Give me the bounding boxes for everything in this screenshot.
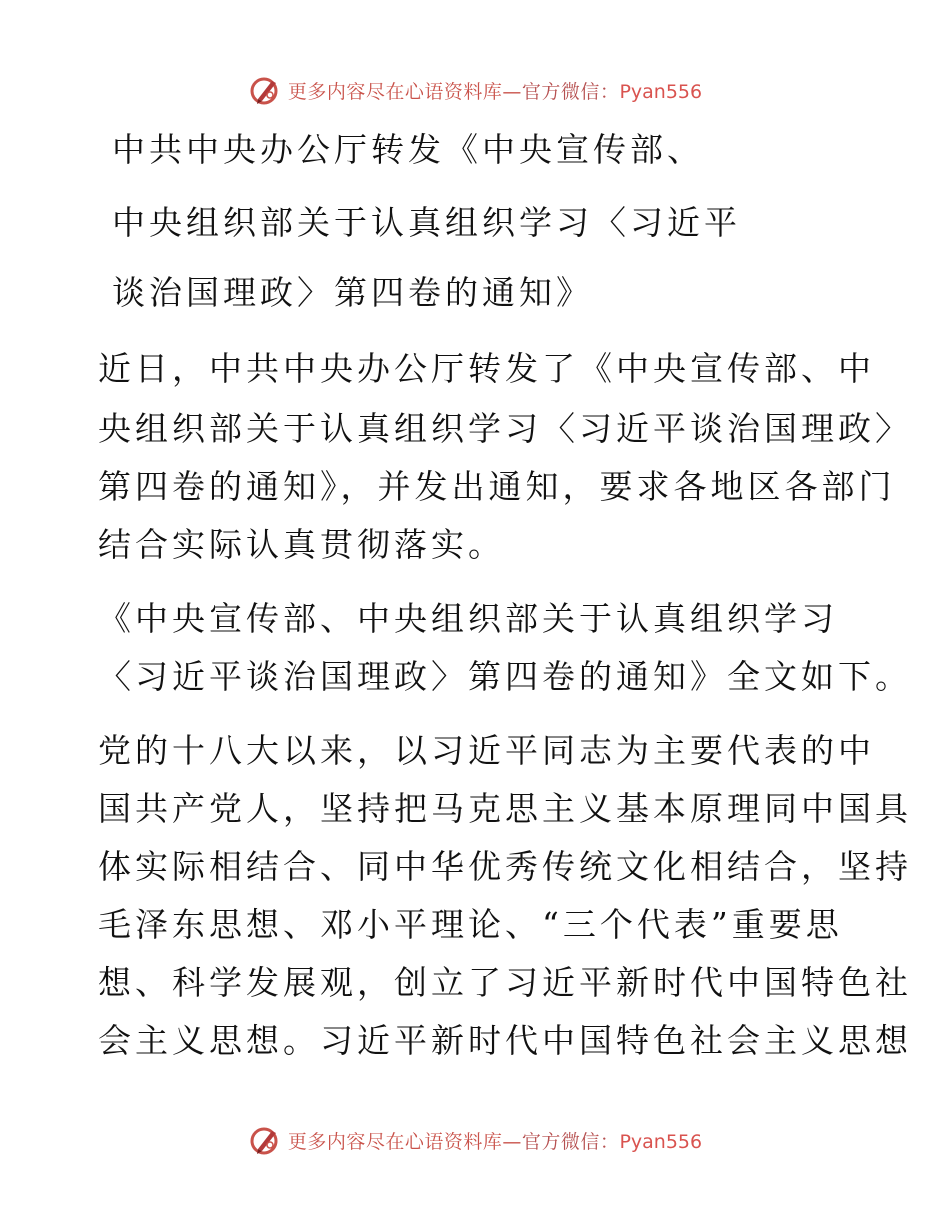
paragraph-3-line-5: 想、科学发展观，创立了习近平新时代中国特色社: [98, 963, 912, 1002]
paragraph-3-line-4: 毛泽东思想、邓小平理论、“三个代表”重要思: [98, 905, 843, 944]
paragraph-3-line-6: 会主义思想。习近平新时代中国特色社会主义思想: [98, 1021, 912, 1060]
paragraph-3-line-2: 国共产党人，坚持把马克思主义基本原理同中国具: [98, 789, 912, 828]
footer-watermark-banner: [0, 1120, 950, 1160]
paragraph-3-line-3: 体实际相结合、同中华优秀传统文化相结合，坚持: [98, 847, 912, 886]
paragraph-1-line-2: 央组织部关于认真组织学习〈习近平谈治国理政〉: [98, 409, 912, 448]
pen-logo-icon: [248, 1123, 282, 1157]
header-watermark-banner: [0, 70, 950, 110]
paragraph-1-line-4: 结合实际认真贯彻落实。: [98, 525, 505, 564]
document-title-line-3: 谈治国理政〉第四卷的通知》: [112, 273, 593, 312]
paragraph-2-line-1: 《中央宣传部、中央组织部关于认真组织学习: [98, 599, 838, 638]
pen-logo-icon: [248, 73, 282, 107]
paragraph-1-line-1: 近日，中共中央办公厅转发了《中央宣传部、中: [98, 349, 875, 388]
paragraph-3-line-1: 党的十八大以来，以习近平同志为主要代表的中: [98, 731, 875, 770]
paragraph-2-line-2: 〈习近平谈治国理政〉第四卷的通知》全文如下。: [98, 657, 912, 696]
paragraph-1-line-3: 第四卷的通知》，并发出通知，要求各地区各部门: [98, 467, 896, 506]
document-title-line-2: 中央组织部关于认真组织学习〈习近平: [112, 203, 741, 242]
document-title-line-1: 中共中央办公厅转发《中央宣传部、: [112, 130, 704, 169]
watermark-text: 更多内容尽在心语资料库—官方微信：Pyan556: [287, 1130, 703, 1153]
watermark-text: 更多内容尽在心语资料库—官方微信：Pyan556: [287, 80, 703, 103]
